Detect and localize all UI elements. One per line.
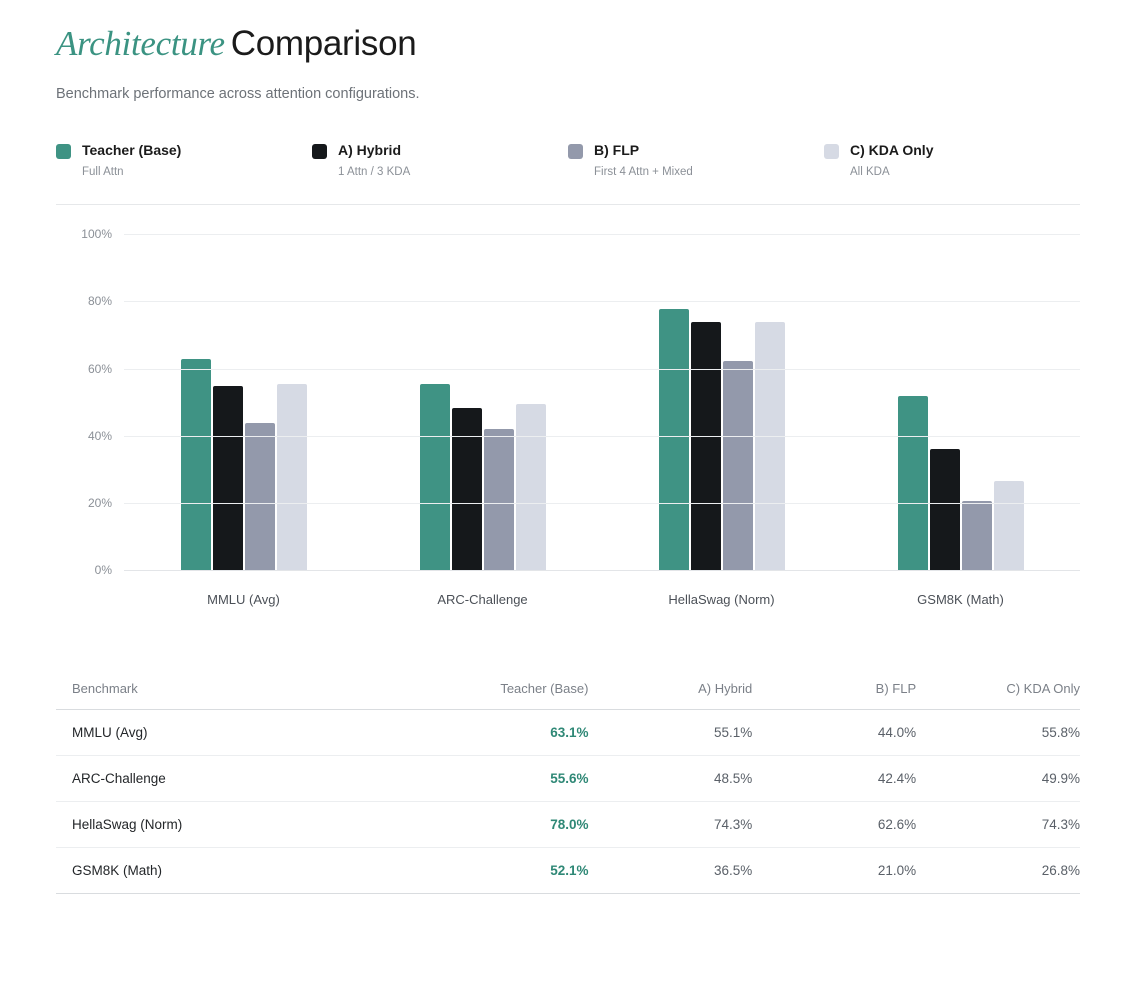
legend-item-kda-only[interactable] — [824, 142, 1080, 178]
legend-sublabel: Full Attn — [82, 166, 124, 179]
legend-sublabel: First 4 Attn + Mixed — [594, 166, 693, 179]
chart-group-bars — [124, 235, 363, 571]
chart-bar[interactable] — [420, 384, 450, 571]
cell-teacher: 63.1% — [425, 710, 589, 756]
y-axis-tick-label: 0% — [94, 563, 112, 578]
table-body — [56, 710, 1080, 894]
chart-group — [363, 235, 602, 608]
chart-bar[interactable] — [691, 322, 721, 572]
cell-benchmark: GSM8K (Math) — [56, 848, 425, 894]
legend-item-hybrid[interactable] — [312, 142, 568, 178]
cell-kda: 55.8% — [916, 710, 1080, 756]
table-row — [56, 802, 1080, 848]
legend-label: B) FLP — [594, 142, 640, 159]
y-axis-tick-label: 40% — [87, 428, 112, 443]
y-axis-tick-label: 60% — [87, 361, 112, 376]
x-axis-group-label: MMLU (Avg) — [207, 592, 280, 608]
cell-flp: 42.4% — [752, 756, 916, 802]
chart-bar[interactable] — [181, 359, 211, 571]
chart-bar[interactable] — [930, 449, 960, 572]
column-header-kda: C) KDA Only — [1006, 681, 1080, 697]
chart-group-bars — [602, 235, 841, 571]
chart-bar[interactable] — [755, 322, 785, 572]
cell-benchmark: HellaSwag (Norm) — [56, 802, 425, 848]
chart-bar[interactable] — [277, 384, 307, 571]
y-axis-tick-label: 80% — [87, 294, 112, 309]
chart-bar[interactable] — [452, 408, 482, 571]
x-axis-group-label: HellaSwag (Norm) — [668, 592, 775, 608]
chart-gridline — [94, 563, 1080, 578]
cell-flp: 44.0% — [752, 710, 916, 756]
cell-teacher: 52.1% — [425, 848, 589, 894]
chart-bar[interactable] — [723, 361, 753, 571]
cell-hybrid: 74.3% — [588, 802, 752, 848]
legend-label: Teacher (Base) — [82, 142, 182, 159]
legend-swatch-icon — [312, 144, 327, 159]
x-axis-group-label: GSM8K (Math) — [917, 592, 1004, 608]
cell-teacher: 55.6% — [425, 756, 589, 802]
legend-divider — [56, 204, 1080, 205]
chart-legend — [56, 142, 1080, 178]
legend-swatch-icon — [568, 144, 583, 159]
chart-group — [124, 235, 363, 608]
cell-teacher: 78.0% — [425, 802, 589, 848]
cell-hybrid: 48.5% — [588, 756, 752, 802]
cell-flp: 21.0% — [752, 848, 916, 894]
chart-groups — [124, 235, 1080, 608]
cell-benchmark: MMLU (Avg) — [56, 710, 425, 756]
legend-label: C) KDA Only — [850, 142, 934, 159]
table-row — [56, 756, 1080, 802]
chart-group-bars — [363, 235, 602, 571]
column-header-benchmark: Benchmark — [72, 681, 138, 697]
chart-group — [602, 235, 841, 608]
cell-hybrid: 55.1% — [588, 710, 752, 756]
chart-bar[interactable] — [659, 309, 689, 571]
chart-bar[interactable] — [898, 396, 928, 571]
cell-flp: 62.6% — [752, 802, 916, 848]
legend-item-flp[interactable] — [568, 142, 824, 178]
legend-swatch-icon — [56, 144, 71, 159]
y-axis-tick-label: 100% — [81, 227, 112, 242]
column-header-flp: B) FLP — [875, 681, 917, 697]
results-table — [56, 681, 1080, 894]
column-header-teacher: Teacher (Base) — [500, 681, 589, 697]
chart-gridline — [87, 294, 1080, 309]
page-subtitle: Benchmark performance across attention configurations. — [56, 86, 420, 103]
legend-sublabel: 1 Attn / 3 KDA — [338, 166, 411, 179]
chart-group — [841, 235, 1080, 608]
legend-swatch-icon — [824, 144, 839, 159]
cell-kda: 49.9% — [916, 756, 1080, 802]
legend-sublabel: All KDA — [850, 166, 890, 179]
chart-bar[interactable] — [516, 404, 546, 572]
x-axis-group-label: ARC-Challenge — [437, 592, 528, 608]
y-axis-tick-label: 20% — [87, 496, 112, 511]
cell-hybrid: 36.5% — [588, 848, 752, 894]
column-header-hybrid: A) Hybrid — [698, 681, 753, 697]
cell-benchmark: ARC-Challenge — [56, 756, 425, 802]
cell-kda: 26.8% — [916, 848, 1080, 894]
cell-kda: 74.3% — [916, 802, 1080, 848]
chart-gridline — [87, 496, 1080, 511]
chart-plot-area — [81, 227, 1080, 608]
page-title-plain: Comparison — [230, 24, 417, 63]
page-title-accent: Architecture — [56, 24, 225, 63]
legend-label: A) Hybrid — [338, 142, 401, 159]
table-header-row — [56, 681, 1080, 710]
table-row — [56, 710, 1080, 756]
chart-group-bars — [841, 235, 1080, 571]
chart-bar[interactable] — [994, 481, 1024, 571]
bar-chart — [56, 227, 1080, 608]
results-table-wrap — [56, 681, 1080, 894]
chart-gridline — [87, 428, 1080, 443]
page-title — [56, 24, 1080, 64]
table-row — [56, 848, 1080, 894]
chart-gridline — [87, 361, 1080, 376]
chart-bar[interactable] — [245, 423, 275, 571]
chart-bar[interactable] — [962, 501, 992, 572]
legend-item-teacher[interactable] — [56, 142, 312, 178]
table-head — [56, 681, 1080, 710]
chart-bar[interactable] — [484, 429, 514, 571]
chart-gridline — [81, 227, 1080, 242]
chart-bar[interactable] — [213, 386, 243, 571]
